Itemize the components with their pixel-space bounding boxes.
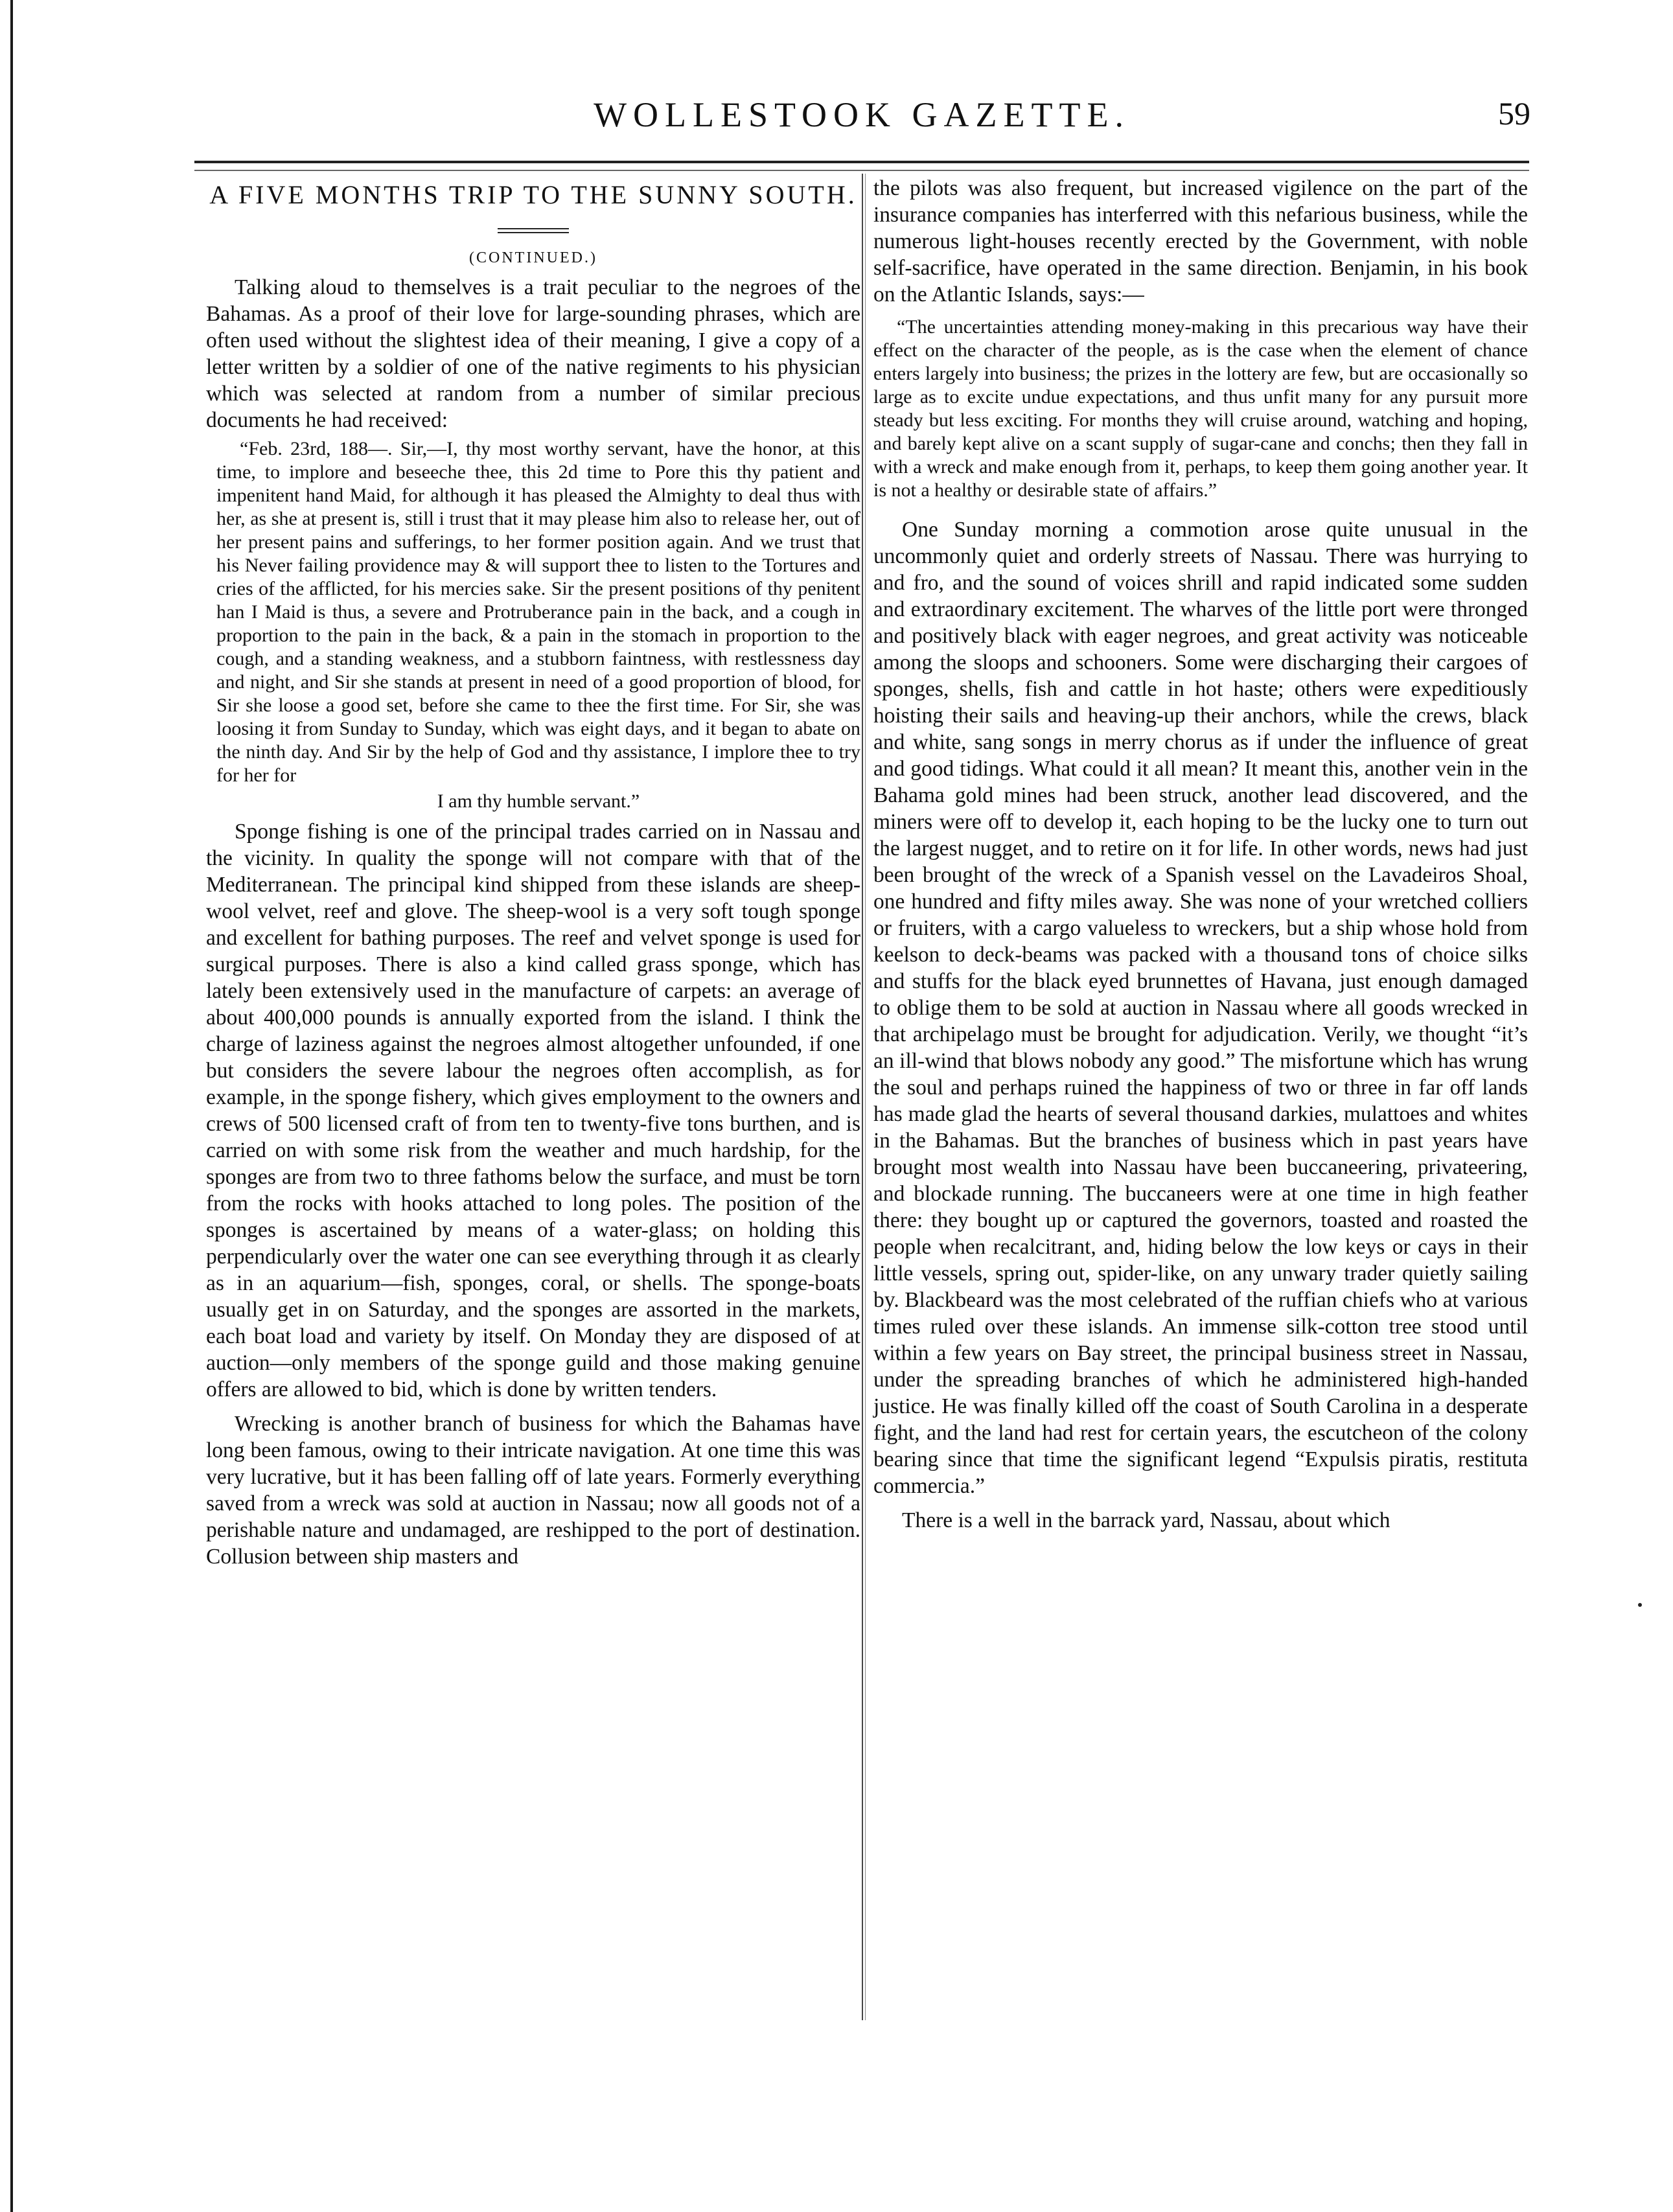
paragraph-intro: Talking aloud to themselves is a trait peculiar to the negroes of the Bahamas. As a proof of their love for large-sounding phrases, which are often used without the slightest idea of their meaning, I give a copy of a letter written by a soldier of one of the native regiments to his physician which was selected at random from a number of similar precious documents he had received: — [206, 275, 860, 432]
right-column — [873, 175, 1528, 1534]
publication-title: WOLLESTOOK GAZETTE. — [594, 95, 1130, 134]
page-edge-rule — [10, 0, 13, 2212]
quote-text: “The uncertainties attending money-making in this precarious way have their effect on the character of the people, as is the case when the element of chance enters largely into business; the prizes in the lottery are few, but are occasionally so large as to excite undue expectations, and thus unfit many for any pursuit more steady but less exciting. For months they will cruise around, watching and hoping, and barely kept alive on a scant supply of sugar-cane and conchs; then they fall in with a wreck and make enough from it, perhaps, to keep them going another year. It is not a healthy or desirable state of affairs.” — [873, 316, 1528, 501]
paragraph-wrecking: Wrecking is another branch of business for which the Bahamas have long been famous, owing to their intricate navigation. At one time this was very lucrative, but it has been falling off of late years. Formerly everything saved from a wreck was sold at auction in Nassau; now all goods not of a perishable nature and undamaged, are reshipped to the port of destination. Collusion between ship masters and — [206, 1412, 860, 1569]
letter-body: “Feb. 23rd, 188—. Sir,—I, thy most worthy servant, have the honor, at this time, to implore and beseeche thee, this 2d time to Pore this thy patient and impenitent hand Maid, for although it has pleased the Almighty to deal thus with her, as she at present is, still i trust that it may please him also to release her, out of her present pains and sufferings, to her former position again. And we trust that his Never failing providence may & will support thee to listen to the Tortures and cries of the afflicted, for his mercies sake. Sir the present positions of thy penitent han I Maid is thus, a severe and Protruberance pain in the back, and a cough in proportion to the pain in the back, & a pain in the stomach in proportion to the cough, and a standing weakness, and a stubborn faintness, with restlessness day and night, and Sir she stands at present in need of a good proportion of blood, for Sir she loose a good set, before she came to thee the first time. For Sir, she was loosing it from Sunday to Sunday, which was eight days, and it began to abate on the ninth day. And Sir by the help of God and thy assistance, I implore thee to try for her for — [216, 438, 860, 786]
masthead — [194, 95, 1529, 153]
header-rule — [194, 161, 1529, 171]
margin-mark — [1638, 1603, 1642, 1607]
paragraph-pilots: the pilots was also frequent, but increased vigilence on the part of the insurance companies has interferred with this nefarious business, while the numerous light-houses recently erected by the Government, with noble self-sacrifice, have operated in the same direction. Benjamin, in his book on the Atlantic Islands, says:— — [873, 176, 1528, 306]
benjamin-quote — [873, 316, 1528, 502]
letter-signoff: I am thy humble servant.” — [437, 790, 640, 812]
column-divider-inner — [865, 174, 866, 2020]
paragraph-barrack-well: There is a well in the barrack yard, Nassau, about which — [902, 1508, 1390, 1532]
column-divider — [862, 174, 863, 2020]
left-column — [206, 175, 860, 1570]
paragraph-sunday-commotion: One Sunday morning a commotion arose quite unusual in the uncommonly quiet and orderly streets of Nassau. There was hurrying to and fro, and the sound of voices shrill and rapid indicated some sudden and extraordinary excitement. The wharves of the little port were thronged and positively black with eager negroes, and great activity was noticeable among the sloops and schooners. Some were discharging their cargoes of sponges, shells, fish and cattle in hot haste; others were expeditiously hoisting their sails and heaving-up their anchors, while the crews, black and white, sang songs in merry chorus as if under the influence of great and good tidings. What could it all mean? It meant this, another vein in the Bahama gold mines had been struck, another lead discovered, and the miners were off to develop it, each hoping to be the lucky one to turn out the largest nugget, and to retire on it for life. In other words, news had just been brought of the wreck of a Spanish vessel on the Lavadeiros Shoal, one hundred and fifty miles away. She was none of your wretched colliers or fruiters, with a cargo valueless to wreckers, but a ship whose hold from keelson to deck-beams was packed with a thousand tons of choice silks and stuffs for the black eyed brunnettes of Havana, just enough damaged to oblige them to be sold at auction in Nassau where all goods wrecked in that archipelago must be brought for adjudication. Verily, we thought “it’s an ill-wind that blows nobody any good.” The misfortune which has wrung the soul and perhaps ruined the happiness of two or three in far off lands has made glad the hearts of several thousand darkies, mulattoes and whites in the Bahamas. But the branches of business which in past years have brought most wealth into Nassau have been buccaneering, privateering, and blockade running. The buccaneers were at one time in high feather there: they bought up or captured the governors, toasted and roasted the people when recalcitrant, and, hiding below the low keys or cays in their little vessels, spring out, spider-like, on any unwary trader quietly sailing by. Blackbeard was the most celebrated of the ruffian chiefs who at various times ruled over these islands. An immense silk-cotton tree stood until within a few years on Bay street, the principal business street in Nassau, under the spreading branches of which he administered high-handed justice. He was finally killed off the coast of South Carolina in a desperate fight, and the land had rest for certain years, the escutcheon of the colony bearing since that time the significant legend “Expulsis piratis, restituta commercia.” — [873, 518, 1528, 1498]
continued-label: (CONTINUED.) — [469, 249, 597, 266]
page-number: 59 — [1498, 95, 1530, 132]
quoted-letter — [216, 437, 860, 813]
article-title: A FIVE MONTHS TRIP TO THE SUNNY SOUTH. — [209, 180, 857, 209]
title-rule — [498, 228, 569, 233]
paragraph-sponge-fishing: Sponge fishing is one of the principal trades carried on in Nassau and the vicinity. In quality the sponge will not compare with that of the Mediterranean. The principal kind shipped from these islands are sheep-wool velvet, reef and glove. The sheep-wool is a very soft tough sponge and excellent for bathing purposes. The reef and velvet sponge is used for surgical purposes. There is also a kind called grass sponge, which has lately been extensively used in the manufacture of carpets: an average of about 400,000 pounds is annually exported from the island. I think the charge of laziness against the negroes almost altogether unfounded, if one but considers the severe labour the negroes often accomplish, as for example, in the sponge fishery, which gives employment to the owners and crews of 500 licensed craft of from ten to twenty-five tons burthen, and is carried on with some risk from the weather and much hardship, for the sponges are from two to three fathoms below the surface, and must be torn from the rocks with hooks attached to long poles. The position of the sponges is ascertained by means of a water-glass; on holding this perpendicularly over the water one can see everything through it as clearly as in an aquarium—fish, sponges, coral, or shells. The sponge-boats usually get in on Saturday, and the sponges are assorted in the markets, each boat load and variety by itself. On Monday they are disposed of at auction—only members of the sponge guild and those making genuine offers are allowed to bid, which is done by written tenders. — [206, 820, 860, 1401]
